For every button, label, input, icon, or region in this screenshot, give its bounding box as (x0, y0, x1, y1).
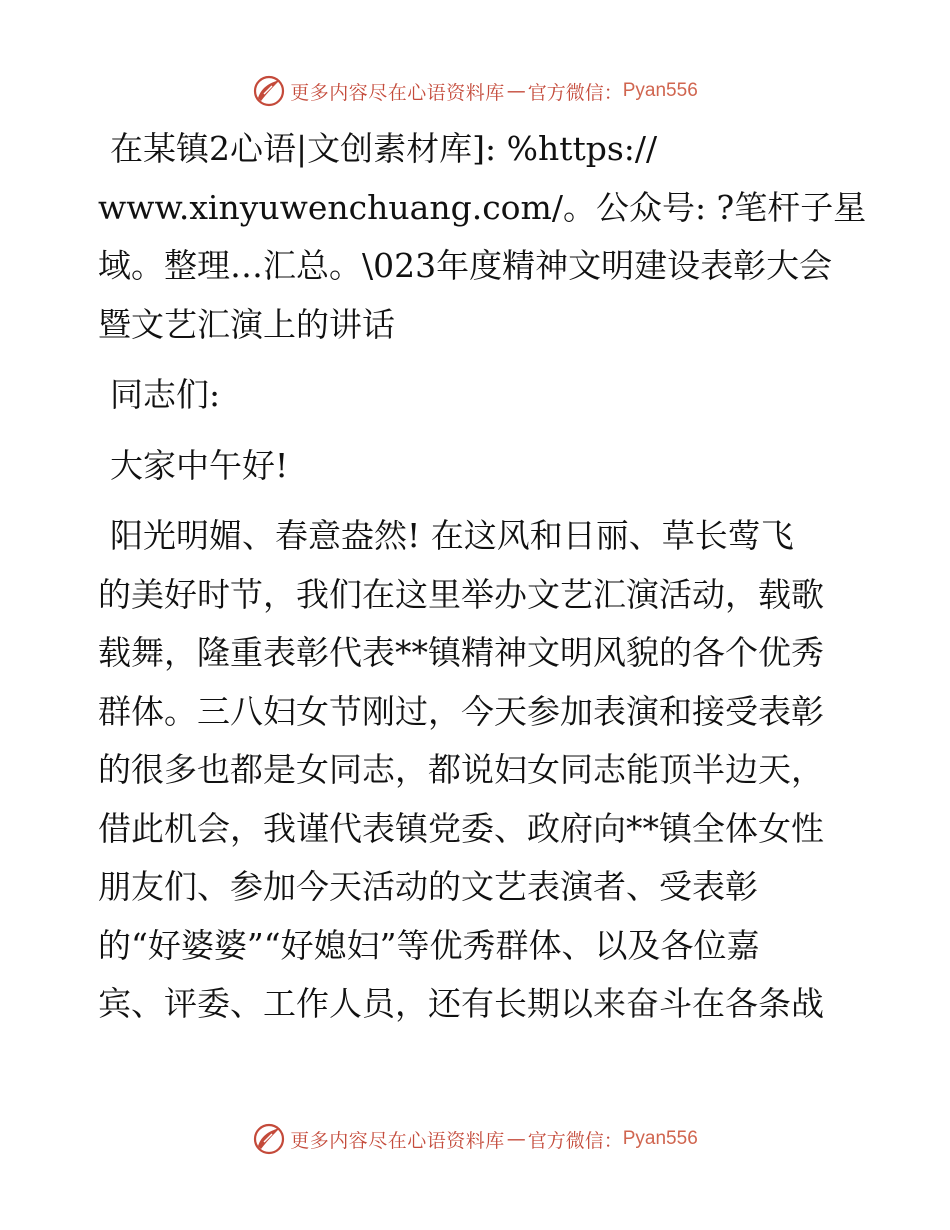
body-line: 阳光明媚、春意盎然! 在这风和日丽、草长莺飞 (110, 516, 794, 555)
salutation (98, 366, 868, 425)
body-line: 的美好时节，我们在这里举办文艺汇演活动，载歌 (98, 574, 824, 614)
pen-logo-icon (252, 74, 286, 108)
body-line: 宾、评委、工作人员，还有长期以来奋斗在各条战 (98, 984, 824, 1023)
greeting (98, 437, 868, 496)
body-line: 借此机会，我谨代表镇党委、政府向**镇全体女性 (98, 808, 824, 848)
heading-line: 在某镇2心语|文创素材库]: %https:// (110, 129, 658, 168)
heading-line: 域。整理…汇总。\023年度精神文明建设表彰大会 (98, 246, 833, 285)
watermark-dash: — (506, 1128, 526, 1150)
watermark-main-text: 更多内容尽在心语资料库 (290, 81, 505, 104)
salutation-text: 同志们: (110, 375, 221, 414)
header-watermark (0, 71, 950, 111)
footer-watermark (0, 1119, 950, 1159)
body-paragraph (98, 507, 868, 1034)
body-line: 的“好婆婆”“好媳妇”等优秀群体、以及各位嘉 (98, 925, 760, 965)
heading-line: 暨文艺汇演上的讲话 (98, 304, 395, 344)
document-body (98, 120, 868, 1034)
document-heading (98, 120, 868, 354)
watermark-main-text: 更多内容尽在心语资料库 (290, 1129, 505, 1152)
watermark-official-label: 官方微信： (527, 81, 623, 104)
heading-line: www.xinyuwenchuang.com/。公众号: ?笔杆子星 (98, 187, 867, 227)
greeting-text: 大家中午好! (110, 445, 289, 485)
watermark-handle: Pyan556 (622, 1128, 698, 1149)
watermark-handle: Pyan556 (622, 80, 698, 101)
watermark-official-label: 官方微信： (527, 1129, 623, 1152)
pen-logo-icon (252, 1122, 286, 1156)
watermark-dash: — (506, 80, 526, 102)
body-line: 群体。三八妇女节刚过，今天参加表演和接受表彰 (98, 691, 824, 731)
body-line: 朋友们、参加今天活动的文艺表演者、受表彰 (98, 867, 758, 906)
body-line: 载舞，隆重表彰代表**镇精神文明风貌的各个优秀 (98, 633, 824, 672)
body-line: 的很多也都是女同志，都说妇女同志能顶半边天， (98, 750, 824, 789)
